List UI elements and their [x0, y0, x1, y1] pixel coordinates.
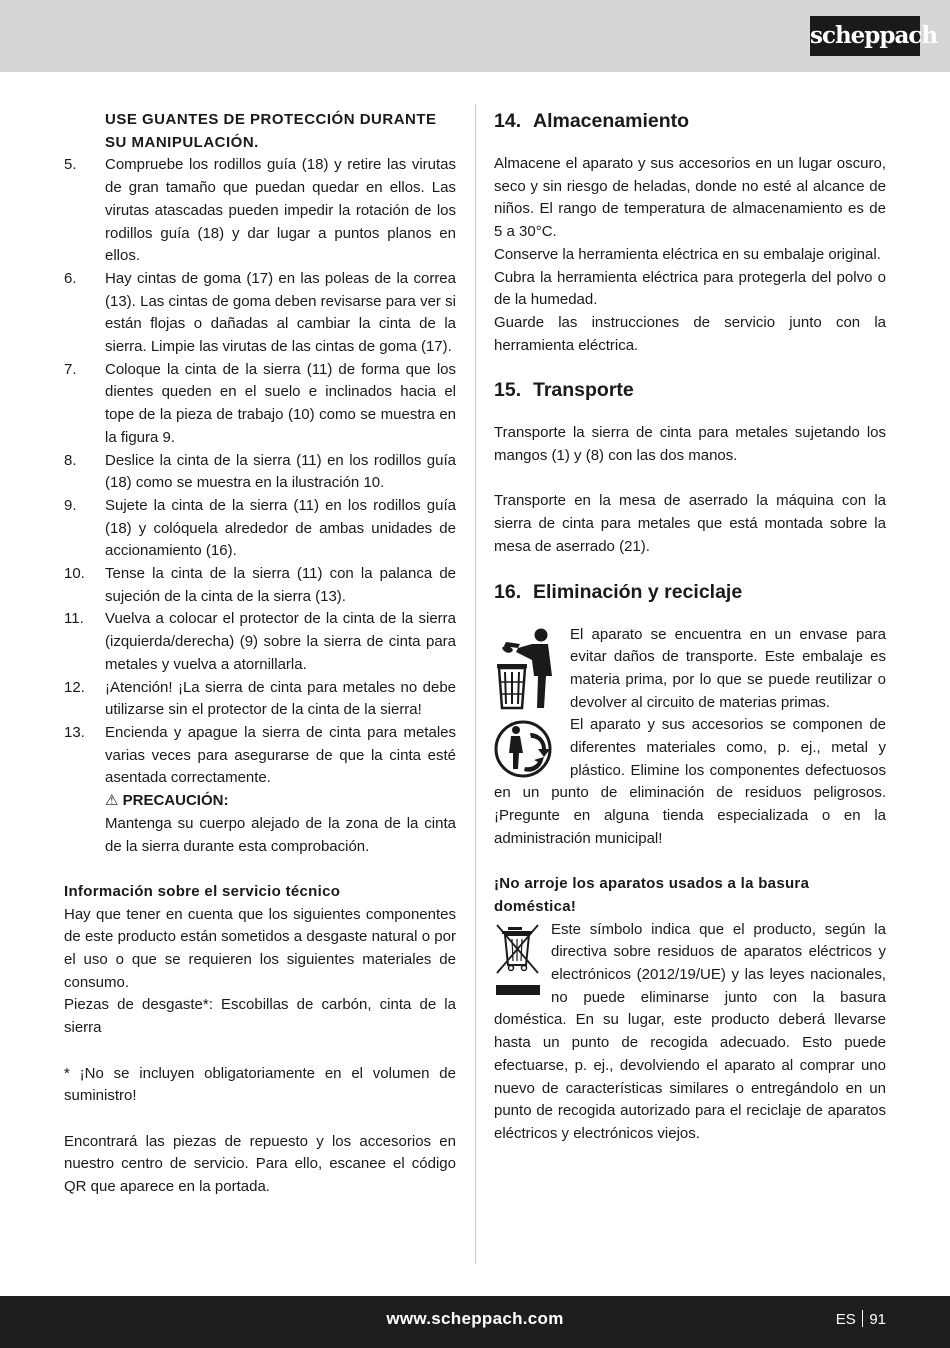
step-item: [64, 608, 456, 676]
step-number: 13.: [64, 723, 85, 741]
step-number: 5.: [64, 156, 77, 174]
weee-paragraph: Este símbolo indica que el producto, según la directiva sobre residuos de aparatos eléctricos y electrónicos (2012/19/UE) y las leyes nacionales, no puede eliminarse junto con la basura doméstica. En su lugar, este producto deberá llevarse hasta un punto de recogida adecuado. Esto puede efectuarse, p. ej., devolviendo el aparato al comprar uno nuevo de características similares o entregándolo en un punto de recogida autorizado para el reciclaje de aparatos eléctricos y electrónicos viejos.: [494, 920, 886, 1142]
step-item: [64, 677, 456, 722]
step-number: 10.: [64, 565, 85, 583]
caution-title: ⚠ PRECAUCIÓN:: [105, 792, 229, 810]
section-number: 14.: [494, 110, 522, 132]
caution-text: Mantenga su cuerpo alejado de la zona de la cinta de la sierra durante esta comprobación.: [105, 814, 456, 855]
recycling-symbols: [494, 626, 560, 781]
step-item: [64, 359, 456, 450]
page-number: 91: [869, 1311, 886, 1328]
disposal-paragraph-1: El aparato se encuentra en un envase para evitar daños de transporte. Este embalaje es materia prima, por lo que se puede reutilizar o devolver al circuito de materias primas.: [570, 625, 886, 711]
section-14-heading: [494, 109, 886, 133]
right-column: [494, 109, 886, 1146]
step-number: 8.: [64, 451, 77, 469]
section-title: Eliminación y reciclaje: [533, 580, 743, 603]
step-text: Coloque la cinta de la sierra (11) de forma que los dientes queden en el suelo e inclinados hacia el tope de la pieza de trabajo (10) como se muestra en la figura 9.: [105, 360, 456, 446]
step-item: [64, 154, 456, 268]
service-paragraph-3: Encontrará las piezas de repuesto y los accesorios en nuestro centro de servicio. Para ello, escanee el código QR que aparece en la portada.: [64, 1132, 456, 1195]
weee-crossed-bin-icon: [494, 923, 542, 1001]
step-item: [64, 495, 456, 563]
disposal-paragraph-2: El aparato y sus accesorios se componen de diferentes materiales como, p. ej., metal y plástico. Elimine los componentes defectuosos en un punto de eliminación de residuos peligrosos. ¡Pregunte en alguna tienda especializada o en la administración municipal!: [494, 716, 886, 847]
weee-block: [494, 919, 886, 1146]
step-text: Deslice la cinta de la sierra (11) en los rodillos guía (18) como se muestra en la ilustración 10.: [105, 451, 456, 492]
step-number: 6.: [64, 269, 77, 287]
transport-paragraph-2: Transporte en la mesa de aserrado la máquina con la sierra de cinta para metales que está montada sobre la mesa de aserrado (21).: [494, 492, 886, 555]
step-number: 9.: [64, 496, 77, 514]
tidyman-icon: [497, 628, 552, 708]
recycle-icon: [496, 722, 550, 776]
service-note: * ¡No se incluyen obligatoriamente en el volumen de suministro!: [64, 1064, 456, 1105]
section-title: Transporte: [533, 379, 634, 402]
step-text: Compruebe los rodillos guía (18) y retire las virutas de gran tamaño que puedan quedar en ellos. Las virutas atascadas pueden impedir la rotación de los rodillos guía (18) y dar lugar a puntos planos en ellos.: [105, 156, 456, 265]
step-text: Vuelva a colocar el protector de la cinta de la sierra (izquierda/derecha) (9) sobre la sierra de cinta para metales y vuelva a atornillarla.: [105, 610, 456, 673]
page-indicator: [836, 1310, 886, 1328]
website-url: www.scheppach.com: [386, 1309, 564, 1328]
section-number: 16.: [494, 580, 522, 603]
step-item: [64, 563, 456, 608]
step-item: [64, 722, 456, 790]
step-item: [64, 450, 456, 495]
storage-paragraph-3: Cubra la herramienta eléctrica para protegerla del polvo o de la humedad.: [494, 268, 886, 309]
section-title: Almacenamiento: [533, 110, 690, 132]
step-number: 7.: [64, 360, 77, 378]
service-paragraph-2: Piezas de desgaste*: Escobillas de carbón, cinta de la sierra: [64, 996, 456, 1037]
section-16-heading: [494, 580, 886, 604]
step-text: Sujete la cinta de la sierra (11) en los rodillos guía (18) y colóquela alrededor de ambas unidades de accionamiento (16).: [105, 496, 456, 560]
scheppach-logo: scheppach: [810, 16, 920, 56]
step-text: Tense la cinta de la sierra (11) con la palanca de sujeción de la cinta de la sierra (13).: [105, 565, 456, 605]
storage-paragraph-1: Almacene el aparato y sus accesorios en un lugar oscuro, seco y sin riesgo de heladas, donde no esté al alcance de niños. El rango de temperatura de almacenamiento es de 5 a 30°C.: [494, 155, 886, 241]
step-text: ¡Atención! ¡La sierra de cinta para metales no debe utilizarse sin el protector de la cinta de la sierra!: [105, 678, 456, 719]
column-divider: [475, 104, 476, 1264]
steps-list: [64, 154, 456, 790]
step-text: Hay cintas de goma (17) en las poleas de la correa (13). Las cintas de goma deben revisarse para ver si están flojas o dañadas al cambiar la cinta de la sierra. Limpie las virutas de las cintas de goma (17).: [105, 269, 456, 356]
weee-warning-title: ¡No arroje los aparatos usados a la basura doméstica!: [494, 875, 810, 915]
step-number: 11.: [64, 610, 84, 628]
transport-paragraph-1: Transporte la sierra de cinta para metales sujetando los mangos (1) y (8) con las dos manos.: [494, 424, 886, 465]
language-code: ES: [835, 1311, 856, 1328]
separator: [862, 1310, 864, 1327]
section-15-heading: [494, 378, 886, 402]
step-item: [64, 268, 456, 359]
left-column: [64, 109, 456, 1199]
service-paragraph-1: Hay que tener en cuenta que los siguientes componentes de este producto están sometidos a desgaste natural o por el uso o que se requieren los siguientes materiales de consumo.: [64, 905, 456, 991]
page-footer: [0, 1296, 950, 1348]
section-number: 15.: [494, 379, 522, 402]
service-title: Información sobre el servicio técnico: [64, 882, 341, 900]
step-number: 12.: [64, 678, 85, 696]
page-header: [0, 0, 950, 72]
storage-paragraph-2: Conserve la herramienta eléctrica en su embalaje original.: [494, 245, 881, 263]
disposal-block: [494, 624, 886, 851]
step-text: Encienda y apague la sierra de cinta para metales varias veces para asegurarse de que la cinta esté asentada correctamente.: [105, 723, 456, 787]
gloves-warning: USE GUANTES DE PROTECCIÓN DURANTE SU MANIPULACIÓN.: [105, 111, 437, 151]
storage-paragraph-4: Guarde las instrucciones de servicio junto con la herramienta eléctrica.: [494, 313, 886, 354]
